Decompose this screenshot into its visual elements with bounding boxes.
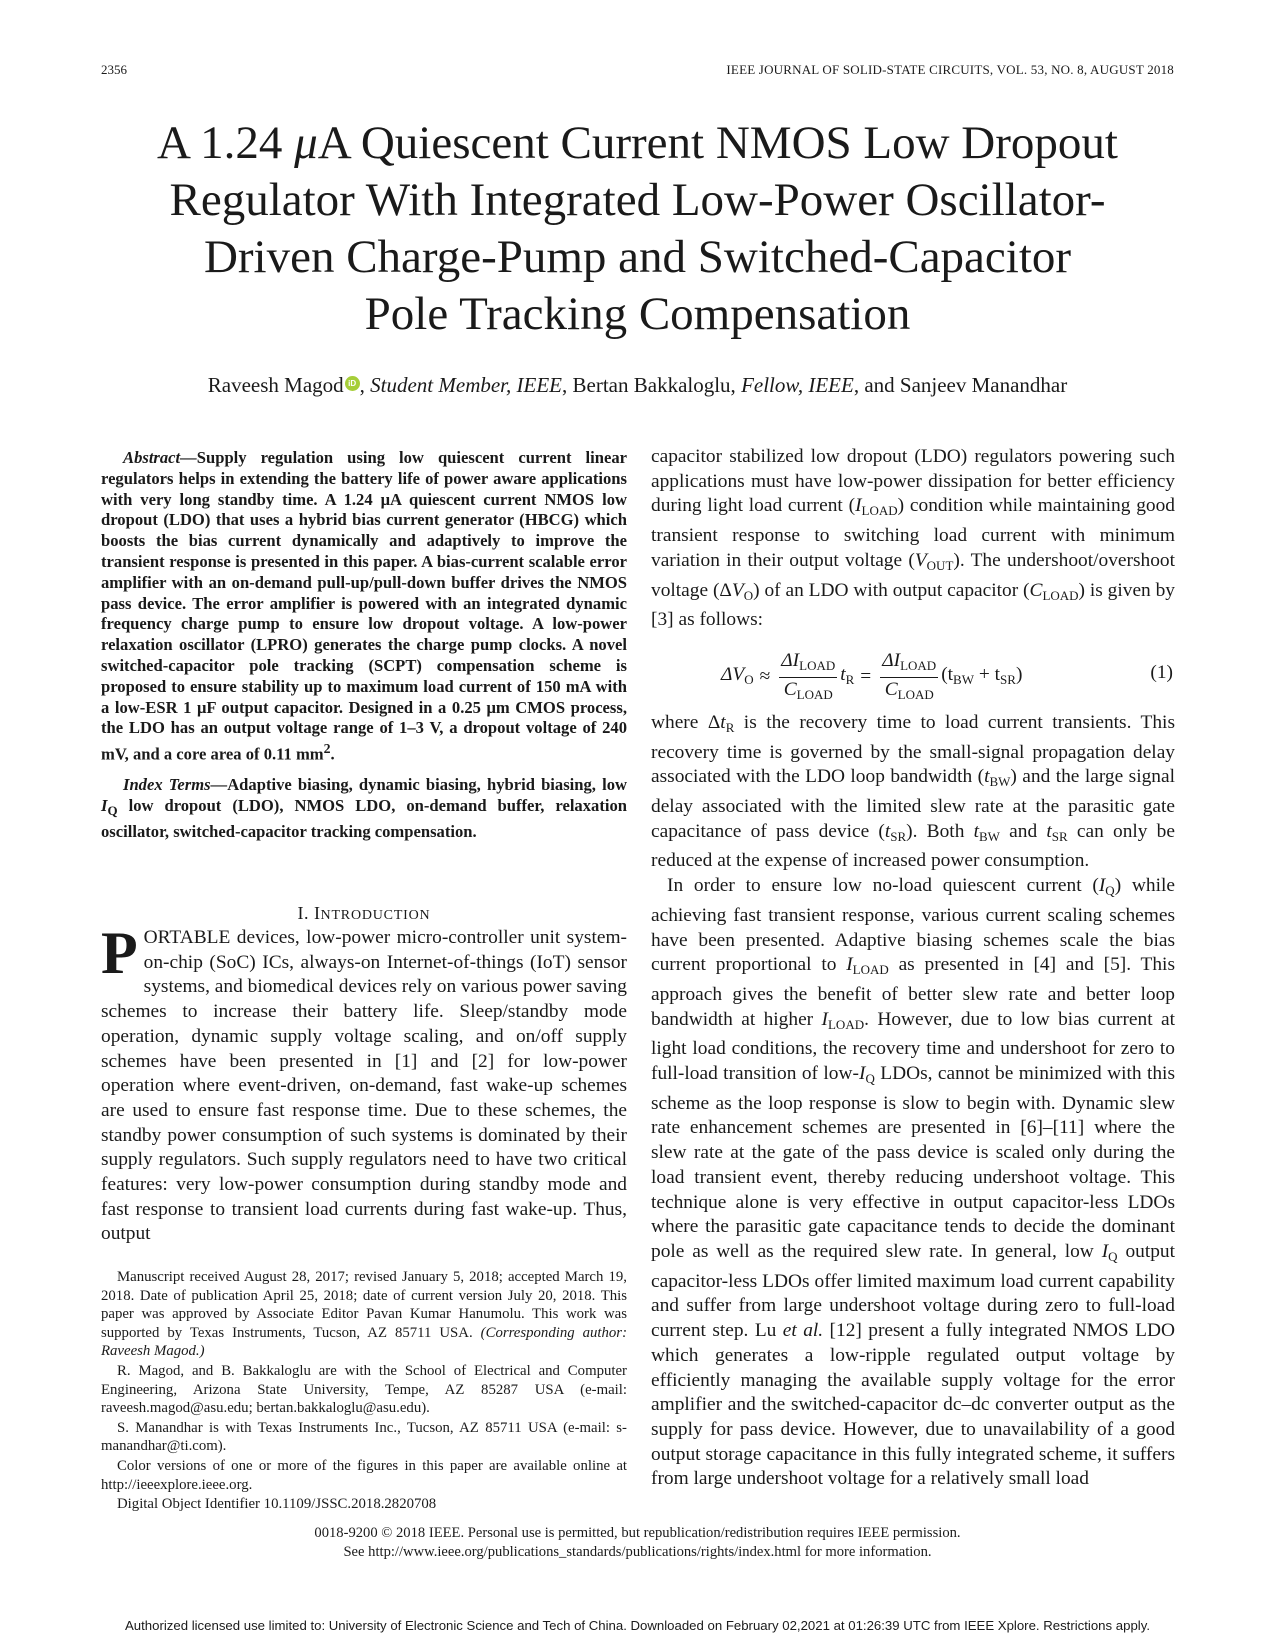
author-name: Raveesh Magod	[207, 373, 344, 397]
page-number: 2356	[101, 62, 127, 77]
license-footer: Authorized licensed use limited to: University of Electronic Science and Tech of China. Downloaded on February 02,2021 at 01:26:39 UTC from IEEE Xplore. Restrictions apply.	[124, 1618, 1150, 1633]
index-terms: Index Terms—Adaptive biasing, dynamic biasing, hybrid biasing, low $I_Q$ low dropout (LDO), NMOS LDO, on-demand buffer, relaxation oscillator, switched-capacitor tracking compensation.	[101, 775, 628, 842]
copyright-line-1: 0018-9200 © 2018 IEEE. Personal use is permitted, but republication/redistribution requires IEEE permission.	[314, 1525, 961, 1541]
fraction: $\frac{\Delta I_{LOAD}}{C_{LOAD}}$	[882, 649, 937, 702]
abstract-block	[101, 448, 627, 843]
body-paragraph: In order to ensure low no-load quiescent current $(I_Q)$ while achieving fast transient response, various current scaling schemes have been presented. Adaptive biasing schemes scale the bias current proportional to $I_{LOAD}$ as presented in [4] and [5]. This approach gives the benefit of better slew rate and better loop bandwidth at higher $I_{LOAD}$. However, due to low bias current at light load conditions, the recovery time and undershoot for zero to full-load transition of low-$I_Q$ LDOs, cannot be minimized with this scheme as the loop response is slow to begin with. Dynamic slew rate enhancement schemes are presented in [6]–[11] where the slew rate at the gate of the pass device is scaled only during the load transient event, thereby reducing undershoot voltage. This technique alone is very effective in output capacitor-less LDOs where the parasitic gate capacitance tends to decide the dominant pole as well as the required slew rate. In general, low $I_Q$ output capacitor-less LDOs offer limited maximum load current capability and suffer from large undershoot voltage during zero to full-load current step. Lu et al. [12] present a fully integrated NMOS LDO which generates a low-ripple regulated output voltage by efficiently managing the available supply voltage for the error amplifier and the switched-capacitor dc–dc converter output as the supply for pass device. However, due to unavailability of a good output storage capacitance in this fully integrated scheme, it suffers from large undershoot voltage for a relatively small load	[651, 875, 1176, 1490]
author-list: Raveesh Magod iD , Student Member, IEEE, Bertan Bakkaloglu, Fellow, IEEE, and Sanjeev Manandhar	[207, 373, 1068, 397]
fraction: $\frac{\Delta I_{LOAD}}{C_{LOAD}}$	[781, 649, 836, 702]
section-heading-introduction: I. INTRODUCTION	[297, 903, 431, 923]
author-role: Fellow, IEEE	[741, 373, 854, 397]
intro-paragraph: PORTABLE devices, low-power micro-controller unit system-on-chip (SoC) ICs, always-on Internet-of-things (IoT) sensor systems, and biomedical devices rely on various power saving schemes to increase their battery life. Sleep/standby mode operation, dynamic supply voltage scaling, and on/off supply schemes have been presented in [1] and [2] for low-power operation where event-driven, on-demand, fast wake-up schemes are used to ensure fast response time. Due to these schemes, the standby power consumption of such systems is dominated by their supply regulators. Such supply regulators need to have two critical features: very low-power consumption during standby mode and fast response to transient load currents during fast wake-up. Thus, output	[101, 920, 627, 1245]
footnote-doi: Digital Object Identifier 10.1109/JSSC.2018.2820708	[117, 1496, 437, 1513]
copyright-line-2: See http://www.ieee.org/publications_standards/publications/rights/index.html for more information.	[343, 1544, 932, 1560]
body-paragraph: capacitor stabilized low dropout (LDO) regulators powering such applications must have low-power dissipation for better efficiency during light load current $(I_{LOAD})$ condition while maintaining good transient response to switching load current with minimum variation in their output voltage $(V_{OUT})$. The undershoot/overshoot voltage $(\Delta V_O)$ of an LDO with output capacitor $(C_{LOAD})$ is given by [3] as follows:	[651, 446, 1176, 631]
body-paragraph: where $\Delta t_R$ is the recovery time to load current transients. This recovery time is governed by the small-signal propagation delay associated with the LDO loop bandwidth $(t_{BW})$ and the large signal delay associated with the limited slew rate at the parasitic gate capacitance of pass device $(t_{SR})$. Both $t_{BW}$ and $t_{SR}$ can only be reduced at the expense of increased power consumption.	[651, 711, 1175, 872]
footnotes	[101, 1268, 627, 1515]
paper-title	[60, 115, 1215, 343]
copyright-notice	[0, 1524, 1275, 1562]
drop-cap: P	[101, 920, 138, 986]
title-line-3: Driven Charge-Pump and Switched-Capacitor	[203, 231, 1072, 283]
equation-number: (1)	[1150, 661, 1173, 683]
title-line-4: Pole Tracking Compensation	[364, 288, 911, 340]
journal-running-header: IEEE JOURNAL OF SOLID-STATE CIRCUITS, VOL. 53, NO. 8, AUGUST 2018	[726, 62, 1174, 77]
footnote-manuscript: Manuscript received August 28, 2017; revised January 5, 2018; accepted March 19, 2018. Date of publication April 25, 2018; date of current version July 20, 2018. This paper was approved by Associate Editor Pavan Kumar Hanumolu. This work was supported by Texas Instruments, Tucson, AZ 85711 USA. (Corresponding author: Raveesh Magod.)	[101, 1269, 627, 1360]
footnote-color: Color versions of one or more of the figures in this paper are available online at http://ieeexplore.ieee.org.	[101, 1457, 627, 1493]
abstract-text: Abstract—Supply regulation using low quiescent current linear regulators helps in extending the battery life of power aware applications with very long standby time. A 1.24 μA quiescent current NMOS low dropout (LDO) that uses a hybrid bias current generator (HBCG) which boosts the bias current dynamically and adaptively to improve the transient response is presented in this paper. A bias-current scalable error amplifier with an on-demand pull-up/pull-down buffer drives the NMOS pass device. The error amplifier is powered with an integrated dynamic frequency charge pump to ensure low dropout voltage. A low-power relaxation oscillator (LPRO) generates the charge pump clocks. A novel switched-capacitor pole tracking (SCPT) compensation scheme is proposed to ensure stability up to maximum load current of 150 mA with a low-ESR 1 μF output capacitor. Designed in a 0.25 μm CMOS process, the LDO has an output voltage range of 1–3 V, a dropout voltage of 240 mV, and a core area of 0.11 $mm^2$.	[101, 448, 627, 764]
author-role: Student Member, IEEE	[370, 373, 563, 397]
equation-body: $\Delta V_O$ ≈ $\frac{\Delta I_{LOAD}}{C_{LOAD}}$ $t_R$ = $\frac{\Delta I_{LOAD}}{C_{LOAD}}$ $(t_{BW} + t_{SR})$	[721, 649, 1022, 706]
equation-1	[651, 639, 1175, 703]
introduction-text	[101, 920, 627, 1247]
orcid-icon[interactable]: iD	[345, 376, 360, 391]
right-column-text	[651, 445, 1175, 1492]
footnote-affiliation-1: R. Magod, and B. Bakkaloglu are with the School of Electrical and Computer Engineering, Arizona State University, Tempe, AZ 85287 USA (e-mail: raveesh.magod@asu.edu; bertan.bakkaloglu@asu.edu).	[101, 1362, 627, 1417]
title-line-2: Regulator With Integrated Low-Power Oscillator-	[169, 174, 1106, 226]
footnote-affiliation-2: S. Manandhar is with Texas Instruments Inc., Tucson, AZ 85711 USA (e-mail: s-manandhar@ti.com).	[101, 1419, 627, 1455]
title-line-1: A 1.24 μA Quiescent Current NMOS Low Dropout	[157, 117, 1118, 169]
